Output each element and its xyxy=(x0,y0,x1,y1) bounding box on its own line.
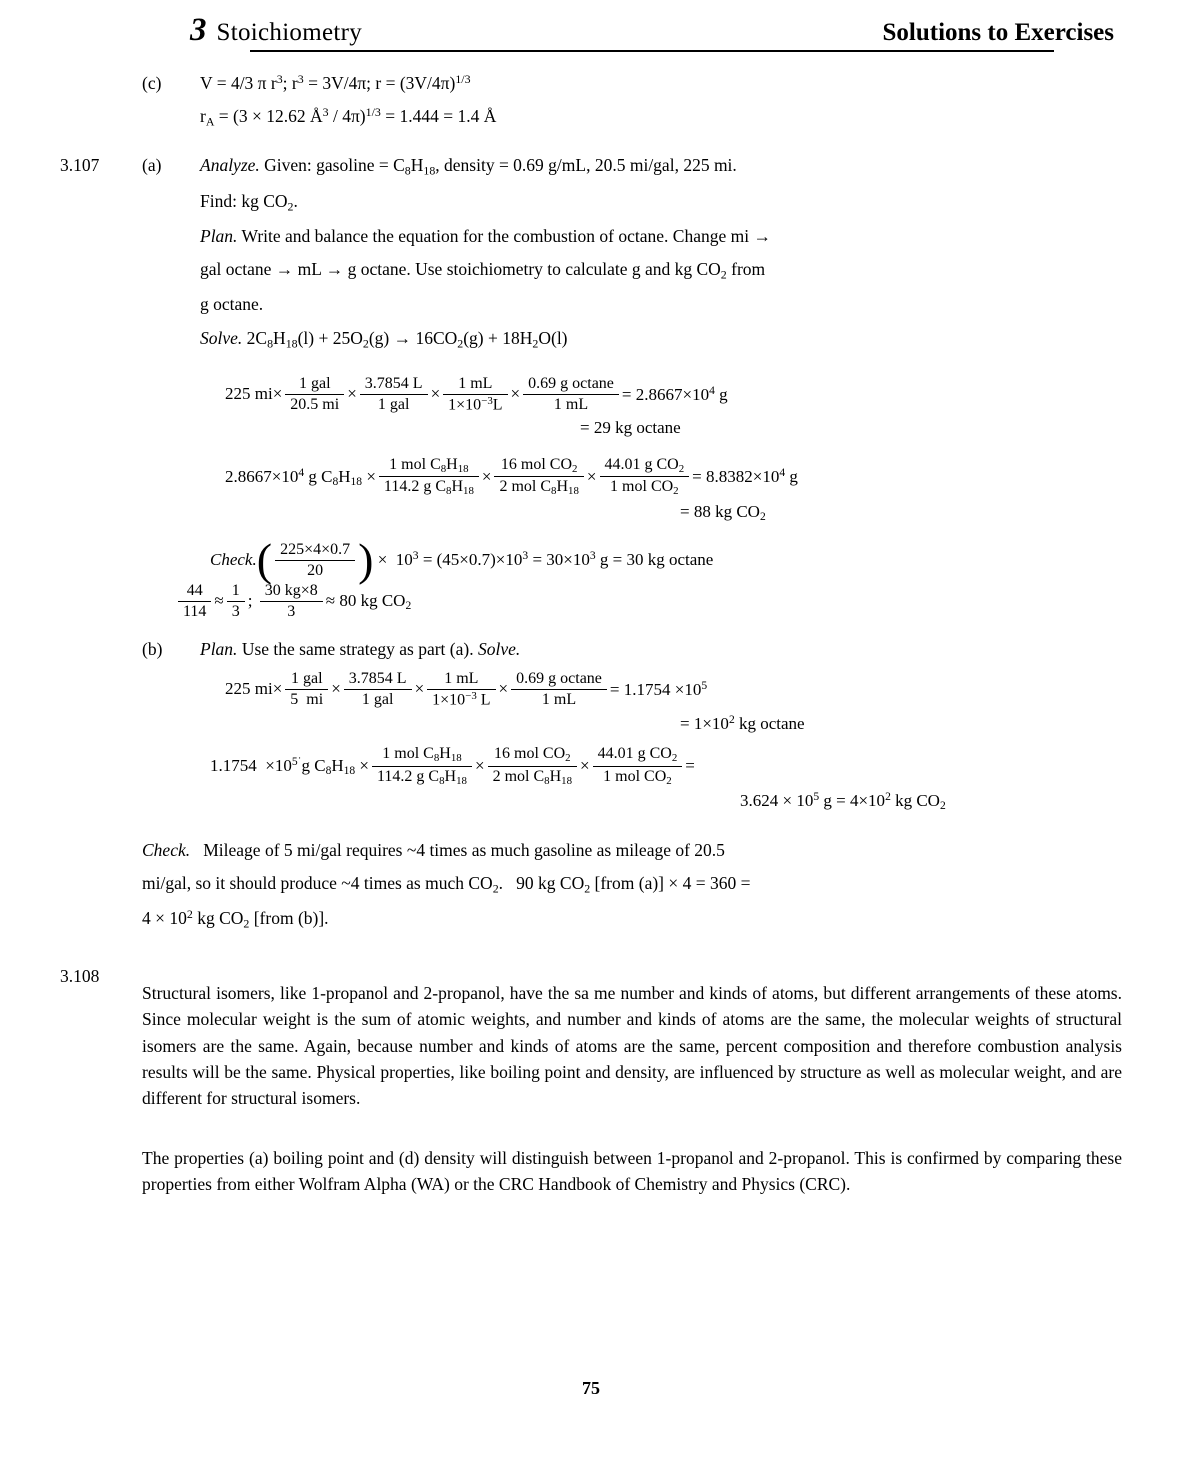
equation-3: 225 mi× $\frac{\text{1 gal}}{5 mi}$ × $\frac{3.7854 L}{\text{1 gal}}$ × $\frac{1 mL}{1\times 10^{-3} L}$ × $\frac{\text{0.69 g octane}}{1 mL}$ = $1.1754 \times 10^5$ xyxy=(225,669,708,709)
page-number: 75 xyxy=(582,1378,600,1398)
item-c xyxy=(60,70,1122,138)
eq1-result: = $2.8667\times 10^4$ g xyxy=(621,383,728,404)
analyze-line: Analyze. Given: gasoline = $C_8H_{18}$, density = 0.69 g/mL, 20.5 mi/gal, 225 mi. xyxy=(200,155,737,178)
eq1-fraction-2: $\frac{3.7854 L}{\text{1 gal}}$ xyxy=(360,374,428,415)
plan-label: Plan. xyxy=(200,225,238,246)
solve-label: Solve. xyxy=(200,327,243,348)
eq3-lead: 225 mi× xyxy=(225,679,283,699)
document-body xyxy=(60,70,1122,1199)
header-right-title: Solutions to Exercises xyxy=(882,19,1114,46)
check-a-result: ≈ 80 kg $CO_2$ xyxy=(325,590,412,613)
check-b-line-1: Check. Mileage of 5 mi/gal requires ~4 times as much gasoline as mileage of 20.5 xyxy=(142,839,725,860)
eq2-fraction-1: $\frac{1 mol C_8H_{18}}{114.2 g C_8H_{18}}$ xyxy=(379,455,479,499)
plan-line-3: g octane. xyxy=(200,294,264,315)
plan-line-1: Plan. Write and balance the equation for the combustion of octane. Change mi → xyxy=(200,225,771,246)
eq3-fraction-3: $\frac{1 mL}{1\times 10^{-3} L}$ xyxy=(427,669,495,711)
equation-2-result-2: = 88 kg $CO_2$ xyxy=(680,502,766,524)
plan-line-2: gal octane → mL → g octane. Use stoichiometry to calculate g and kg $CO_2$ from xyxy=(200,259,766,282)
eq2-fraction-2: $\frac{16 mol CO_2}{2 mol C_8H_{18}}$ xyxy=(494,455,583,499)
eq3-fraction-1: $\frac{\text{1 gal}}{5 mi}$ xyxy=(285,669,328,710)
equation-2: $2.8667\times 10^4$ g $C_8H_{18}$ × $\frac{1 mol C_8H_{18}}{114.2 g C_8H_{18}}$ × $\frac{16 mol CO_2}{2 mol C_8H_{18}}$ × $\frac{44.01 g CO_2}{1 mol CO_2}$ = $8.8382\times 10^4$ g xyxy=(225,455,798,498)
item-3107a xyxy=(60,152,1122,359)
item-3108 xyxy=(60,963,1122,1200)
check-a-fraction-4: $\frac{30 kg\times 8}{3}$ xyxy=(260,581,323,622)
check-a-fraction-3: $\frac{1}{3}$ xyxy=(227,581,245,622)
check-a-label: Check. xyxy=(210,550,257,570)
chapter-number: 3 xyxy=(190,12,207,48)
solve-line: Solve. $2C_8H_{18}(l) + 25O_2(g) \to 16CO_2(g) + 18H_2O(l)$ xyxy=(200,327,568,350)
eq3-result: = $1.1754 \times 10^5$ xyxy=(609,678,708,699)
header-rule xyxy=(250,50,1054,52)
item-3107b-letter: (b) xyxy=(142,638,163,659)
eq4-fraction-1: $\frac{1 mol C_8H_{18}}{114.2 g C_8H_{18}}$ xyxy=(372,744,472,788)
chapter-title: Stoichiometry xyxy=(216,19,363,46)
eq4-result: = xyxy=(685,755,695,775)
equation-4: $1.1754 \times 10^{5˙}g$ $C_8H_{18}$ × $\frac{1 mol C_8H_{18}}{114.2 g C_8H_{18}}$ × $\frac{16 mol CO_2}{2 mol C_8H_{18}}$ × $\frac{44.01 g CO_2}{1 mol CO_2}$ = xyxy=(210,745,695,787)
eq2-result: = $8.8382\times 10^4$ g xyxy=(692,466,798,486)
eq1-lead: 225 mi× xyxy=(225,384,283,404)
eq2-fraction-3: $\frac{44.01 g CO_2}{1 mol CO_2}$ xyxy=(600,455,690,499)
right-paren: ) xyxy=(358,534,374,586)
item-3108-paragraph-2: The properties (a) boiling point and (d) density will distinguish between 1-propanol and 2-propanol. This is confirmed by comparing these properties from either Wolfram Alpha (WA) or the CRC Handbook of Chemistry and Physics (CRC). xyxy=(142,1147,1122,1195)
check-a-fraction-1: $\frac{225\times 4\times 0.7}{20}$ xyxy=(275,540,355,581)
eq1-fraction-1: $\frac{\text{1 gal}}{20.5 mi}$ xyxy=(285,374,344,415)
equation-3-result-2: = $1\times 10^2$ kg octane xyxy=(680,712,805,733)
equation-1: 225 mi× $\frac{\text{1 gal}}{20.5 mi}$ × $\frac{3.7854 L}{\text{1 gal}}$ × $\frac{1 mL}{1\times 10^{-3}L}$ × $\frac{\text{0.69 g octane}}{1 mL}$ = $2.8667\times 10^4$ g xyxy=(225,374,728,414)
equation-1-result-2: = 29 kg octane xyxy=(580,418,681,438)
b-plan-label: Plan. xyxy=(200,638,238,659)
eq3-fraction-4: $\frac{\text{0.69 g octane}}{1 mL}$ xyxy=(511,669,607,710)
check-b-block xyxy=(142,837,1122,934)
b-plan-line: Plan. Use the same strategy as part (a). Solve. xyxy=(200,638,521,659)
eq3-fraction-2: $\frac{3.7854 L}{\text{1 gal}}$ xyxy=(344,669,412,710)
check-b-line-2: mi/gal, so it should produce ~4 times as much $CO_2$. 90 kg $CO_2$ [from (a)] × 4 = 360 = xyxy=(142,873,751,896)
item-c-letter: (c) xyxy=(142,73,162,93)
analyze-label: Analyze. xyxy=(200,155,260,176)
check-b-label: Check. xyxy=(142,839,191,860)
item-3107b xyxy=(60,636,1122,669)
check-a-line-1 xyxy=(210,534,1122,586)
check-a-fraction-2: $\frac{44}{114}$ xyxy=(178,581,211,622)
item-3108-paragraph-1: Structural isomers, like 1-propanol and 2-propanol, have the sa me number and kinds of atoms, but different arrangements of these atoms. Since molecular weight is the sum of atomic weights, and number and kinds of atoms are the same, the molecular weights of structural isomers are the same. Again, because number and kinds of atoms are the same, percent composition and therefore combustion analysis results will be the same. Physical properties, like boiling point and density, are influenced by structure as well as molecular weight, and are different for structural isomers. xyxy=(142,983,1122,1109)
item-3108-number: 3.108 xyxy=(60,965,100,986)
eq2-lead: $2.8667\times 10^4$ g $C_8H_{18}$ × xyxy=(225,465,376,488)
equation-4-result-2: $3.624 \times 10^5$ $g = 4\times 10^2$ kg $CO_2$ xyxy=(740,790,946,813)
item-c-line-1: V = 4/3 π $r^3$; $r^3 = 3V/4\pi$; $r = (3V/4\pi)^{1/3}$ xyxy=(200,71,471,93)
eq1-fraction-3: $\frac{1 mL}{1\times 10^{-3}L}$ xyxy=(443,374,507,416)
item-3107a-letter: (a) xyxy=(142,155,162,176)
find-line: Find: kg $CO_2$. xyxy=(200,190,298,213)
eq4-fraction-3: $\frac{44.01 g CO_2}{1 mol CO_2}$ xyxy=(593,744,683,788)
page-header xyxy=(60,14,1122,47)
eq4-lead: $1.1754 \times 10^{5˙}g$ $C_8H_{18}$ × xyxy=(210,754,370,778)
left-paren: ( xyxy=(256,534,273,586)
check-b-line-3: $4 \times 10^2$ kg $CO_2$ [from (b)]. xyxy=(142,907,329,931)
eq4-fraction-2: $\frac{16 mol CO_2}{2 mol C_8H_{18}}$ xyxy=(488,744,577,788)
b-solve-label: Solve. xyxy=(477,638,521,659)
item-c-line-2: $r_A = (3 \times 12.62$ $Å^3 / 4\pi)^{1/3} = 1.444 = 1.4$ Å xyxy=(200,105,497,129)
item-3107-number: 3.107 xyxy=(60,155,100,176)
check-a-tail: × $10^3 = (45\times 0.7)\times 10^3 = 30\times 10^3$ g = 30 kg octane xyxy=(373,549,714,570)
check-a-line-2: $\frac{44}{114}$ ≈ $\frac{1}{3}$ ; $\frac{30 kg\times 8}{3}$ ≈ 80 kg $CO_2$ xyxy=(175,581,1122,622)
eq1-fraction-4: $\frac{\text{0.69 g octane}}{1 mL}$ xyxy=(523,374,619,415)
